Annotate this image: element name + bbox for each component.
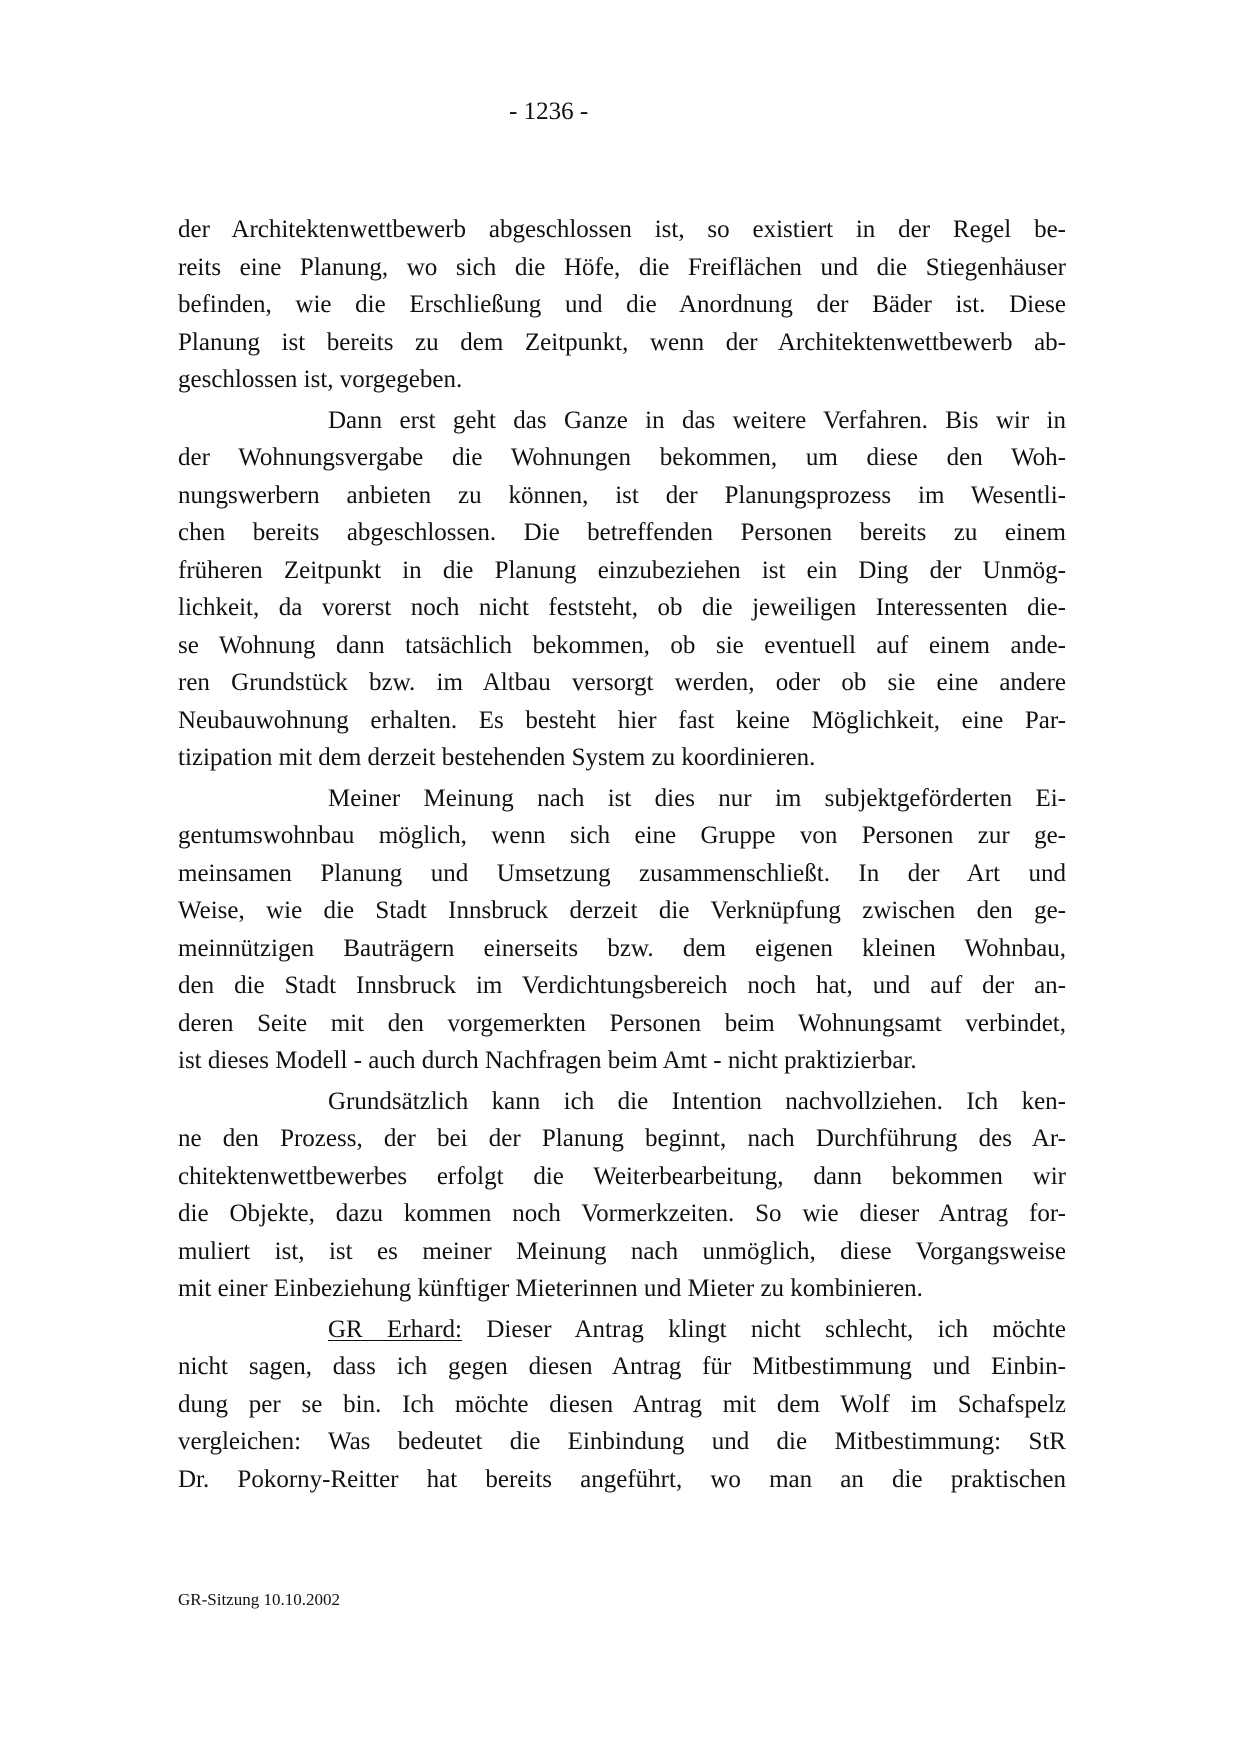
text-line: der Wohnungsvergabe die Wohnungen bekommen, um diese den Woh-: [178, 444, 1066, 471]
text-line: [328, 1311, 1066, 1349]
text-line: ist dieses Modell - auch durch Nachfragen beim Amt - nicht praktizierbar.: [178, 1047, 917, 1074]
text-line: den die Stadt Innsbruck im Verdichtungsbereich noch hat, und auf der an-: [178, 972, 1066, 999]
text-line: Dr. Pokorny-Reitter hat bereits angeführt, wo man an die praktischen: [178, 1465, 1066, 1493]
text-line: vergleichen: Was bedeutet die Einbindung und die Mitbestimmung: StR: [178, 1428, 1066, 1455]
text-line: reits eine Planung, wo sich die Höfe, die Freiflächen und die Stiegenhäuser: [178, 253, 1066, 281]
page-number: - 1236 -: [509, 98, 589, 125]
text-line: die Objekte, dazu kommen noch Vormerkzeiten. So wie dieser Antrag for-: [178, 1200, 1066, 1227]
text-line: dung per se bin. Ich möchte diesen Antrag mit dem Wolf im Schafspelz: [178, 1390, 1066, 1418]
text-line: chitektenwettbewerbes erfolgt die Weiterbearbeitung, dann bekommen wir: [178, 1162, 1066, 1190]
text-line: nungswerbern anbieten zu können, ist der Planungsprozess im Wesentli-: [178, 481, 1066, 509]
text-line: Meiner Meinung nach ist dies nur im subjektgeförderten Ei-: [328, 784, 1066, 812]
text-line: se Wohnung dann tatsächlich bekommen, ob sie eventuell auf einem ande-: [178, 631, 1066, 659]
text-line: befinden, wie die Erschließung und die Anordnung der Bäder ist. Diese: [178, 291, 1066, 318]
paragraph-1: [178, 211, 1066, 399]
text-line: meinsamen Planung und Umsetzung zusammenschließt. In der Art und: [178, 859, 1066, 887]
paragraph-5: [178, 1311, 1066, 1499]
text-line: Grundsätzlich kann ich die Intention nachvollziehen. Ich ken-: [328, 1087, 1066, 1115]
text-line: Weise, wie die Stadt Innsbruck derzeit die Verknüpfung zwischen den ge-: [178, 897, 1066, 924]
text-line: geschlossen ist, vorgegeben.: [178, 366, 463, 393]
text-line: früheren Zeitpunkt in die Planung einzubeziehen ist ein Ding der Unmög-: [178, 556, 1066, 584]
text-line: Planung ist bereits zu dem Zeitpunkt, wenn der Architektenwettbewerb ab-: [178, 328, 1066, 356]
text-line: Dann erst geht das Ganze in das weitere Verfahren. Bis wir in: [328, 406, 1066, 434]
text-line: mit einer Einbeziehung künftiger Mieterinnen und Mieter zu kombinieren.: [178, 1275, 923, 1302]
text-line: ne den Prozess, der bei der Planung beginnt, nach Durchführung des Ar-: [178, 1125, 1066, 1152]
paragraph-4: [178, 1083, 1066, 1308]
text-line: lichkeit, da vorerst noch nicht feststeht, ob die jeweiligen Interessenten die-: [178, 594, 1066, 621]
speaker-name: GR Erhard:: [328, 1315, 462, 1343]
text-line: gentumswohnbau möglich, wenn sich eine Gruppe von Personen zur ge-: [178, 822, 1066, 849]
text-line: Neubauwohnung erhalten. Es besteht hier fast keine Möglichkeit, eine Par-: [178, 706, 1066, 734]
text-line: deren Seite mit den vorgemerkten Personen beim Wohnungsamt verbindet,: [178, 1009, 1066, 1037]
text-line: ren Grundstück bzw. im Altbau versorgt werden, oder ob sie eine andere: [178, 669, 1066, 696]
paragraph-3: [178, 780, 1066, 1080]
text-line: tizipation mit dem derzeit bestehenden System zu koordinieren.: [178, 744, 816, 771]
text-line: der Architektenwettbewerb abgeschlossen ist, so existiert in der Regel be-: [178, 216, 1066, 243]
text-line: nicht sagen, dass ich gegen diesen Antrag für Mitbestimmung und Einbin-: [178, 1353, 1066, 1380]
text-line: chen bereits abgeschlossen. Die betreffenden Personen bereits zu einem: [178, 519, 1066, 546]
paragraph-2: [178, 402, 1066, 777]
text-line: meinnützigen Bauträgern einerseits bzw. dem eigenen kleinen Wohnbau,: [178, 934, 1066, 962]
speaker-line-text: Dieser Antrag klingt nicht schlecht, ich möchte: [486, 1315, 1067, 1343]
text-line: muliert ist, ist es meiner Meinung nach unmöglich, diese Vorgangsweise: [178, 1237, 1066, 1265]
footer-text: GR-Sitzung 10.10.2002: [178, 1590, 340, 1609]
body-text: [178, 211, 1066, 1498]
